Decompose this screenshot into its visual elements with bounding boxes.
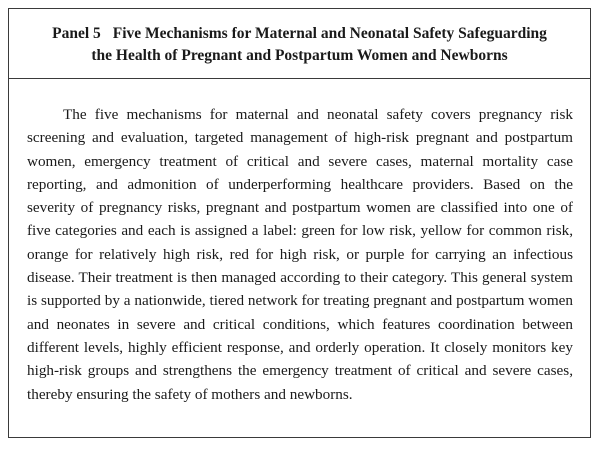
panel-body — [9, 103, 590, 406]
panel-number: Panel 5 — [52, 25, 101, 42]
panel-title-line-2: the Health of Pregnant and Postpartum Women and Newborns — [91, 47, 508, 64]
panel-header — [9, 9, 590, 79]
panel-title-line-1 — [9, 23, 590, 45]
panel-box — [8, 8, 591, 438]
panel-paragraph: The five mechanisms for maternal and neonatal safety covers pregnancy risk screening and evaluation, targeted management of high-risk pregnant and postpartum women, emergency treatment of critical and severe cases, maternal mortality case reporting, and admonition of underperforming healthcare providers. Based on the severity of pregnancy risks, pregnant and postpartum women are classified into one of five categories and each is assigned a label: green for low risk, yellow for common risk, orange for relatively high risk, red for high risk, or purple for carrying an infectious disease. Their treatment is then managed according to their category. This general system is supported by a nationwide, tiered network for treating pregnant and postpartum women and neonates in severe and critical conditions, which features coordination between different levels, highly efficient response, and orderly operation. It closely monitors key high-risk groups and strengthens the emergency treatment of critical and severe cases, thereby ensuring the safety of mothers and newborns. — [27, 106, 573, 403]
panel-title-text-1: Five Mechanisms for Maternal and Neonatal Safety Safeguarding — [112, 25, 547, 42]
